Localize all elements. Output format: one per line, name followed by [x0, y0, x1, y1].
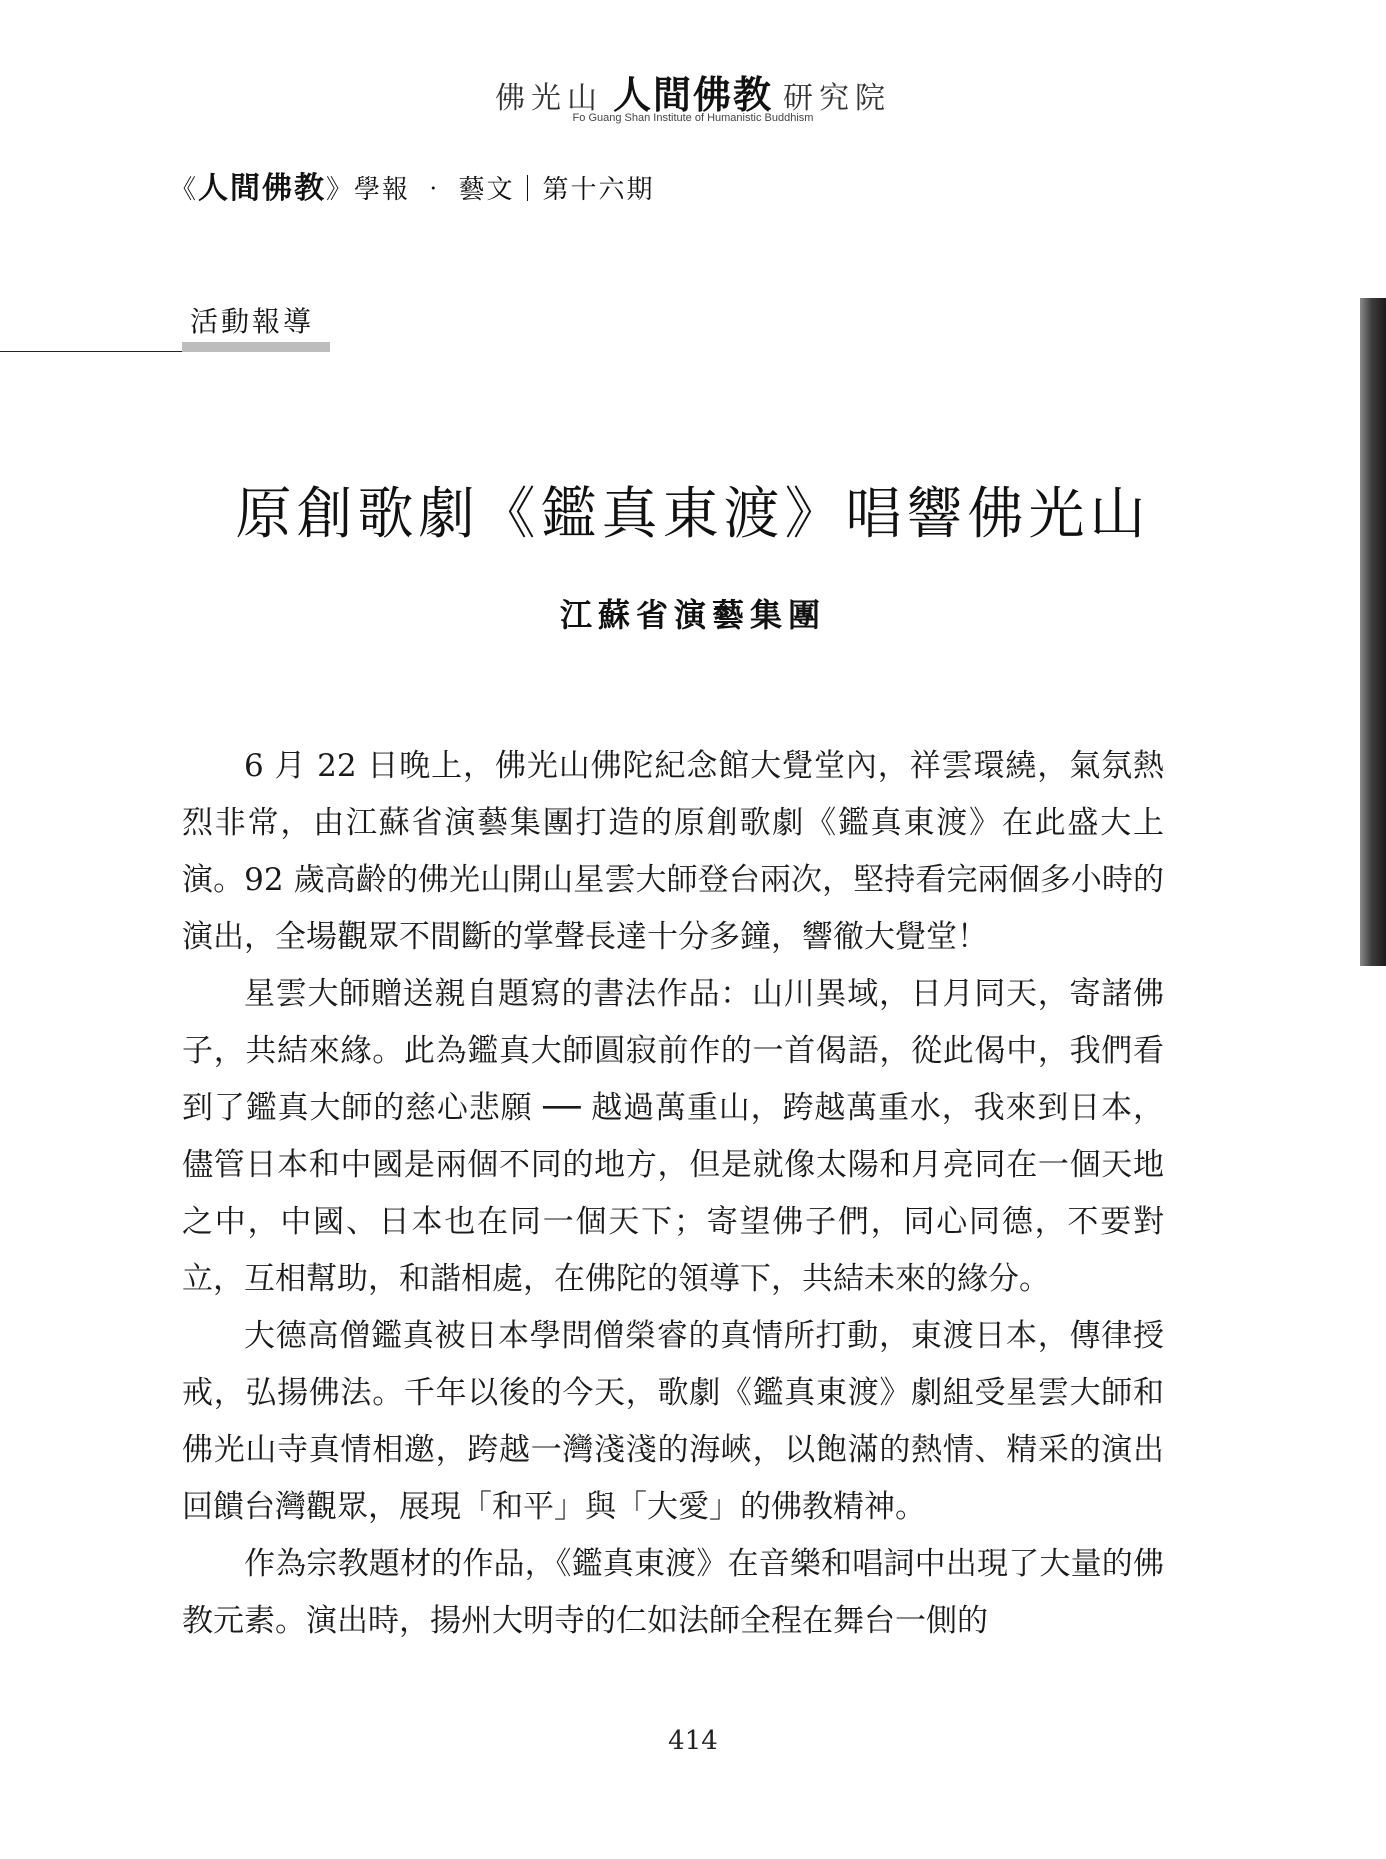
article-body: [182, 738, 1164, 1650]
paragraph: 大德高僧鑑真被日本學問僧榮睿的真情所打動，東渡日本，傳律授戒，弘揚佛法。千年以後的今天，歌劇《鑑真東渡》劇組受星雲大師和佛光山寺真情相邀，跨越一灣淺淺的海峽，以飽滿的熱情、精采的演出回饋台灣觀眾，展現「和平」與「大愛」的佛教精神。: [182, 1318, 1164, 1525]
journal-running-header: [170, 163, 655, 207]
section-underline-bar: [182, 342, 330, 352]
article-author: 江蘇省演藝集團: [559, 596, 826, 634]
institute-suffix: 研究院: [783, 81, 891, 116]
article-title: 原創歌劇《鑑真東渡》唱響佛光山: [235, 482, 1151, 547]
journal-issue-info: 》學報 ‧ 藝文｜第十六期: [326, 175, 655, 205]
section-label: 活動報導: [190, 305, 315, 338]
institute-brand-logo: 人間佛教: [612, 72, 773, 117]
institute-header: [0, 64, 1386, 119]
journal-open-bracket: 《: [170, 175, 199, 205]
paragraph: 作為宗教題材的作品，《鑑真東渡》在音樂和唱詞中出現了大量的佛教元素。演出時，揚州大明寺的仁如法師全程在舞台一側的: [182, 1546, 1164, 1639]
journal-brand-logo: 人間佛教: [198, 171, 327, 206]
institute-english-name: Fo Guang Shan Institute of Humanistic Buddhism: [572, 112, 814, 124]
paragraph: 星雲大師贈送親自題寫的書法作品：山川異域，日月同天，寄諸佛子，共結來緣。此為鑑真大師圓寂前作的一首偈語，從此偈中，我們看到了鑑真大師的慈心悲願 ── 越過萬重山，跨越萬重水，我來到日本，儘管日本和中國是兩個不同的地方，但是就像太陽和月亮同在一個天地之中，中國、日本也在同一個天下；寄望佛子們，同心同德，不要對立，互相幫助，和諧相處，在佛陀的領導下，共結未來的緣分。: [182, 976, 1164, 1297]
page-number: 414: [668, 1726, 718, 1756]
paragraph: 6 月 22 日晚上，佛光山佛陀紀念館大覺堂內，祥雲環繞，氣氛熱烈非常，由江蘇省演藝集團打造的原創歌劇《鑑真東渡》在此盛大上演。92 歲高齡的佛光山開山星雲大師登台兩次，堅持看完兩個多小時的演出，全場觀眾不間斷的掌聲長達十分多鐘，響徹大覺堂！: [182, 748, 1164, 955]
institute-prefix: 佛光山: [494, 81, 603, 116]
